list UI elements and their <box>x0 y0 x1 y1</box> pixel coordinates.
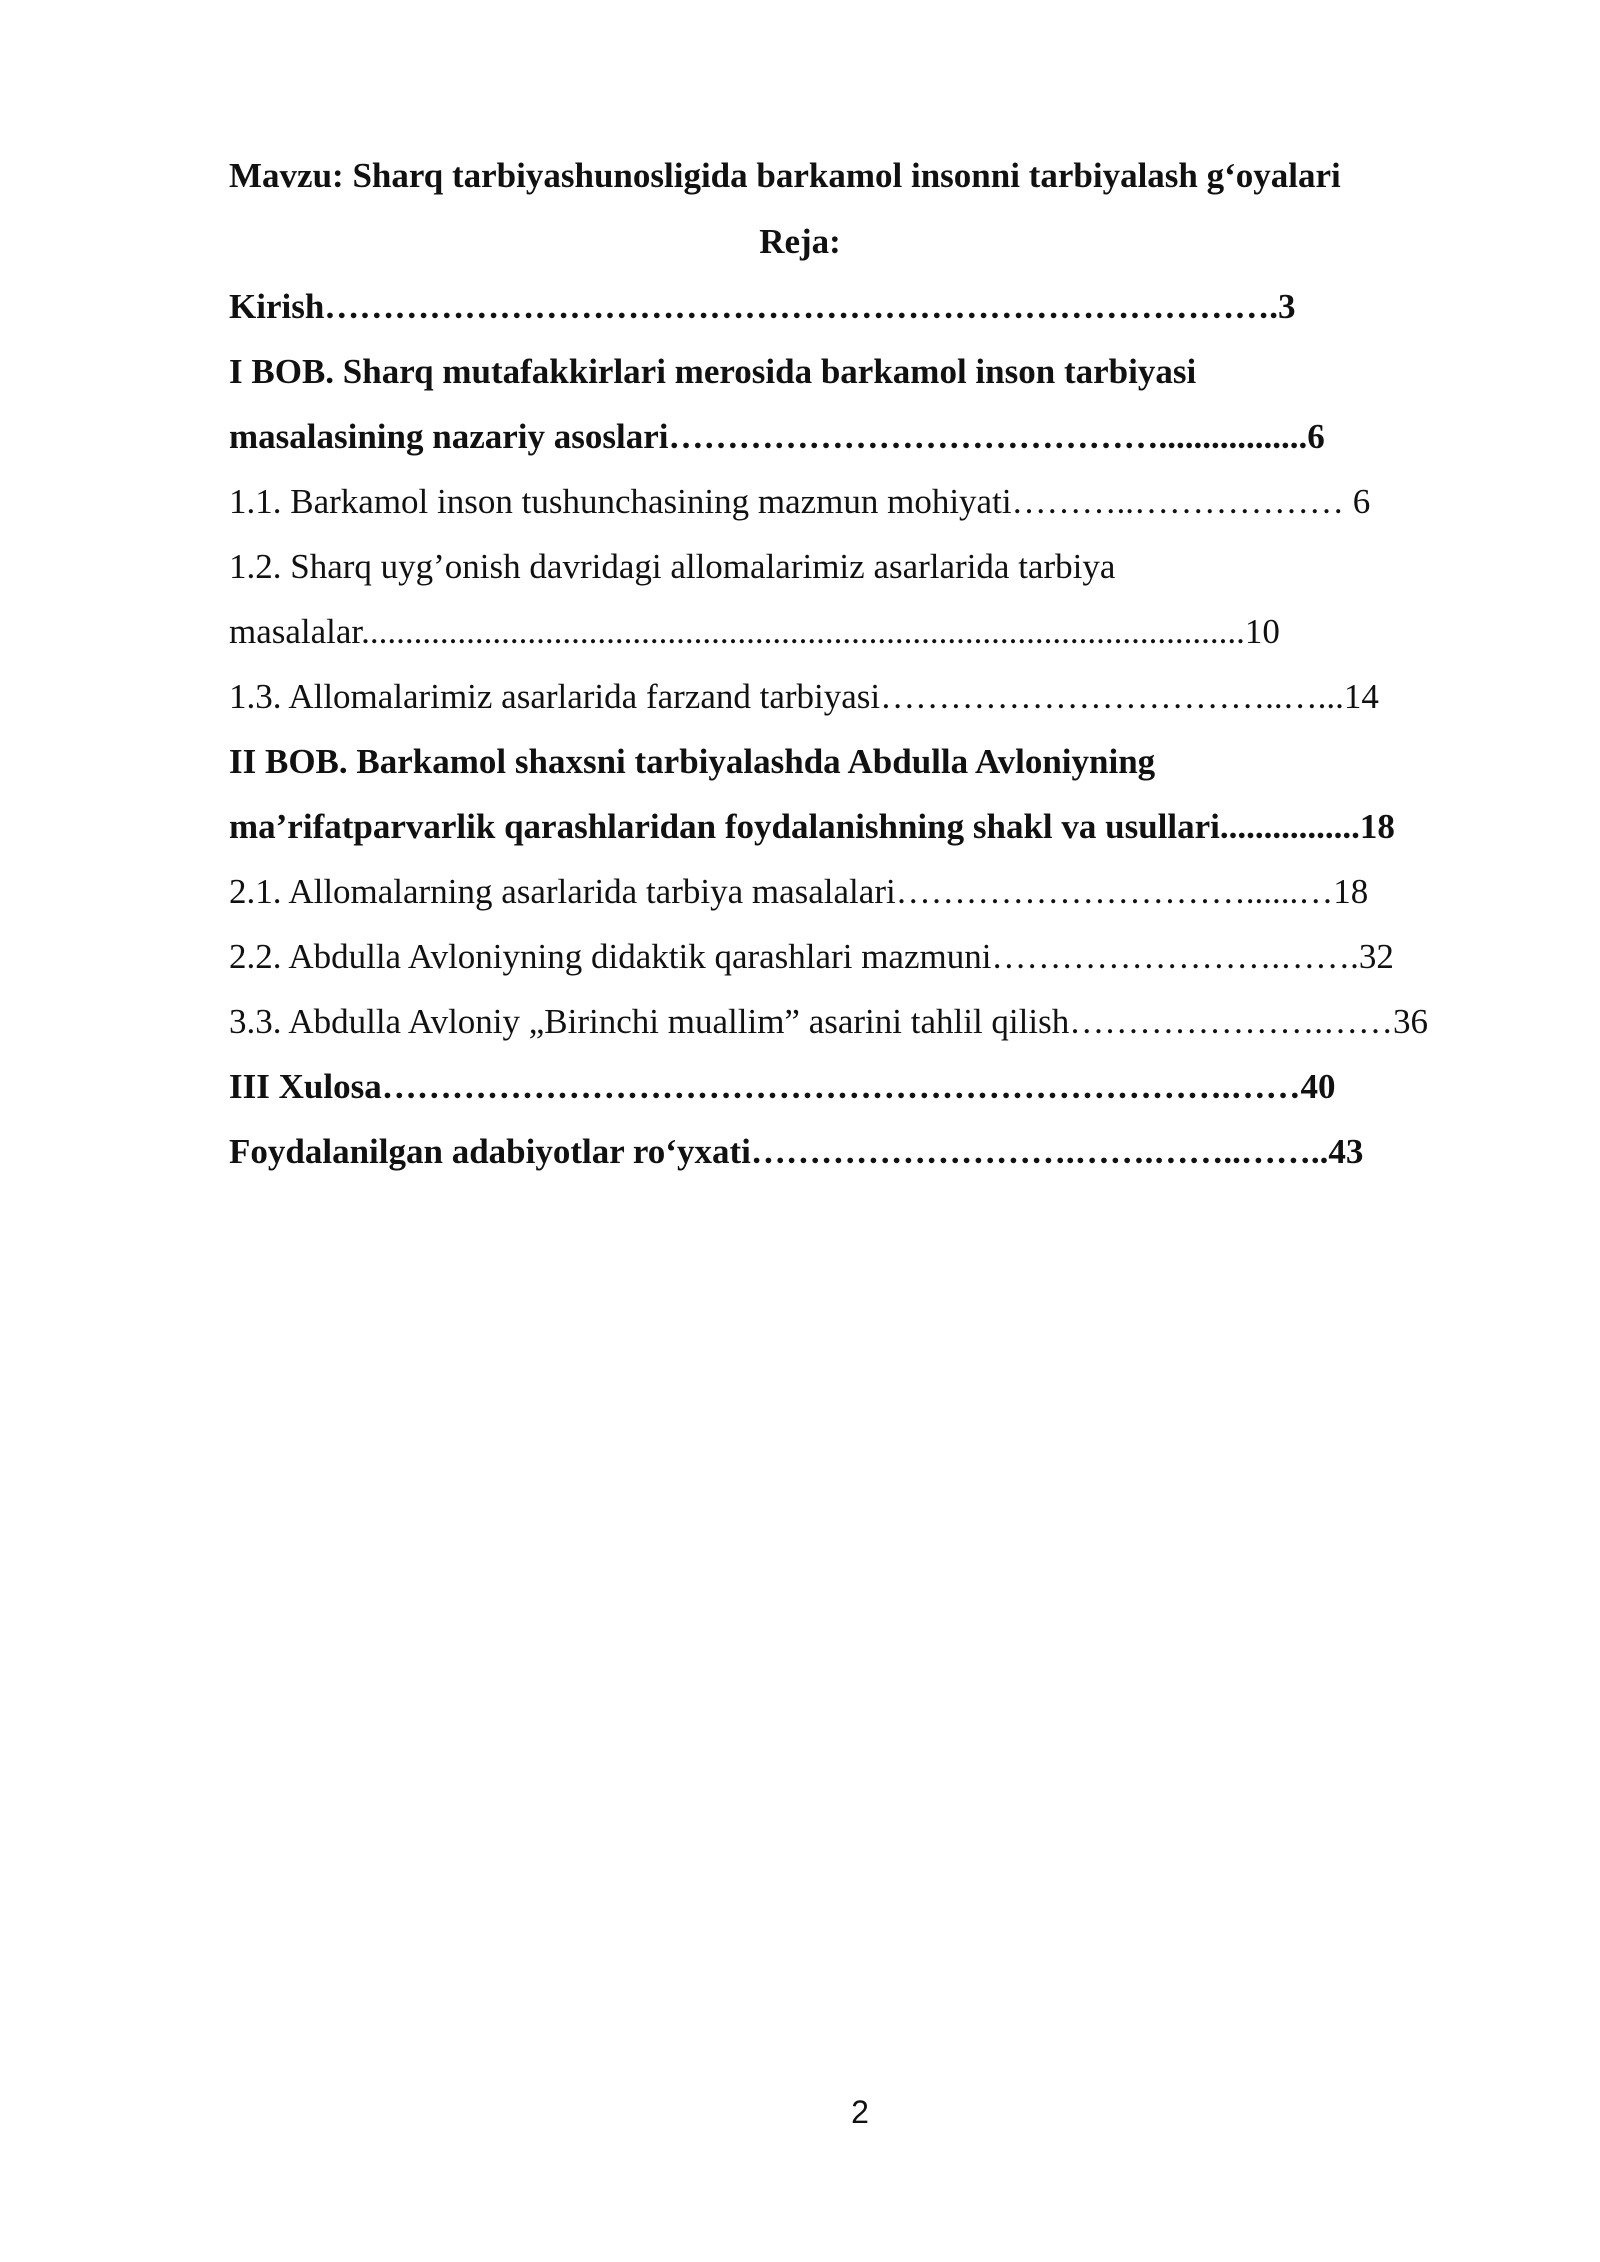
toc-entry-chapter-1-line-2: masalasining nazariy asoslari…………………………………….................6 <box>229 417 1325 456</box>
toc-entry-chapter-2-line-2: ma’rifatparvarlik qarashlaridan foydalanishning shakl va usullari................18 <box>229 807 1395 846</box>
toc-entry-1-3: 1.3. Allomalarimiz asarlarida farzand tarbiyasi……………………………..…...14 <box>229 677 1379 716</box>
document-title: Mavzu: Sharq tarbiyashunosligida barkamol insonni tarbiyalash g‘oyalari <box>229 156 1341 195</box>
toc-entry-kirish: Kirish……………………………………………………………………….3 <box>229 287 1296 326</box>
toc-entry-2-1: 2.1. Allomalarning asarlarida tarbiya masalalari…………………………......…18 <box>229 872 1369 911</box>
toc-entry-1-2-line-1: 1.2. Sharq uyg’onish davridagi allomalarimiz asarlarida tarbiya <box>229 547 1116 586</box>
plan-heading: Reja: <box>759 222 841 261</box>
toc-entry-3-3: 3.3. Abdulla Avloniy „Birinchi muallim” asarini tahlil qilish………………….……36 <box>229 1002 1428 1041</box>
toc-entry-1-2-line-2: masalalar.....................................................................................................10 <box>229 612 1280 651</box>
toc-entry-chapter-1-line-1: I BOB. Sharq mutafakkirlari merosida barkamol inson tarbiyasi <box>229 352 1197 391</box>
toc-entry-bibliography: Foydalanilgan adabiyotlar ro‘yxati……………………….…….……..……..43 <box>229 1132 1364 1171</box>
page-number: 2 <box>851 2094 869 2130</box>
toc-entry-xulosa: III Xulosa……………………………………………………………….……40 <box>229 1067 1336 1106</box>
toc-entry-2-2: 2.2. Abdulla Avloniyning didaktik qarashlari mazmuni…………………….…….32 <box>229 937 1394 976</box>
toc-entry-1-1: 1.1. Barkamol inson tushunchasining mazmun mohiyati………..……………… 6 <box>229 482 1371 521</box>
toc-entry-chapter-2-line-1: II BOB. Barkamol shaxsni tarbiyalashda Abdulla Avloniyning <box>229 742 1156 781</box>
